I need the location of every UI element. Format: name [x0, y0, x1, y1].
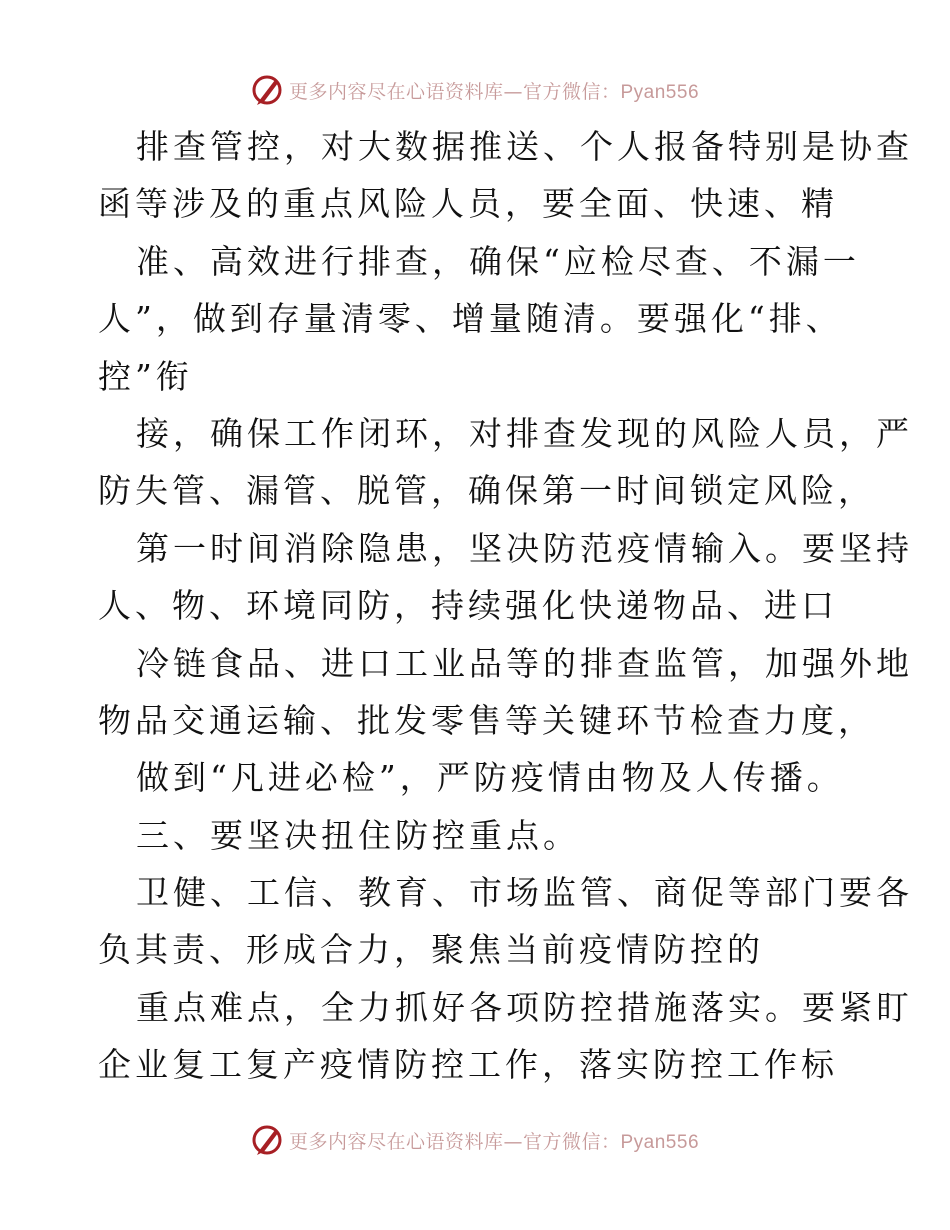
text-line: 防失管、漏管、脱管，确保第一时间锁定风险，: [98, 471, 875, 511]
text-line: 负其责、形成合力，聚焦当前疫情防控的: [98, 930, 764, 970]
text-line: 冷链食品、进口工业品等的排查监管，加强外地: [136, 643, 913, 683]
watermark-account: Pyan556: [620, 81, 700, 103]
text-line: 函等涉及的重点风险人员，要全面、快速、精: [98, 184, 838, 224]
watermark-text: [289, 1127, 699, 1154]
watermark-prefix: 更多内容尽在心语资料库—官方微信：: [288, 80, 621, 103]
pen-logo-icon: [251, 74, 283, 106]
watermark-text: [289, 77, 699, 104]
text-line: 物品交通运输、批发零售等关键环节检查力度，: [98, 700, 875, 740]
watermark-account: Pyan556: [620, 1131, 700, 1153]
text-line: 人”，做到存量清零、增量随清。要强化“排、: [98, 299, 843, 339]
text-line: 准、高效进行排查，确保“应检尽查、不漏一: [136, 241, 860, 281]
text-line: 第一时间消除隐患，坚决防范疫情输入。要坚持: [136, 528, 913, 568]
text-line: 接，确保工作闭环，对排查发现的风险人员，严: [136, 413, 913, 453]
text-line: 控”衔: [98, 356, 193, 396]
text-line: 做到“凡进必检”，严防疫情由物及人传播。: [136, 758, 844, 798]
watermark-prefix: 更多内容尽在心语资料库—官方微信：: [288, 1130, 621, 1153]
body-text: [0, 118, 950, 1094]
text-line: 卫健、工信、教育、市场监管、商促等部门要各: [136, 873, 913, 913]
section-heading: 三、要坚决扭住防控重点。: [136, 815, 580, 855]
text-line: 人、物、环境同防，持续强化快递物品、进口: [98, 586, 838, 626]
text-line: 企业复工复产疫情防控工作，落实防控工作标: [98, 1045, 838, 1085]
text-line: 重点难点，全力抓好各项防控措施落实。要紧盯: [136, 987, 913, 1027]
pen-logo-icon: [251, 1124, 283, 1156]
text-line: 排查管控，对大数据推送、个人报备特别是协查: [136, 127, 913, 166]
watermark-footer: [0, 1120, 950, 1160]
watermark-header: [0, 70, 950, 110]
